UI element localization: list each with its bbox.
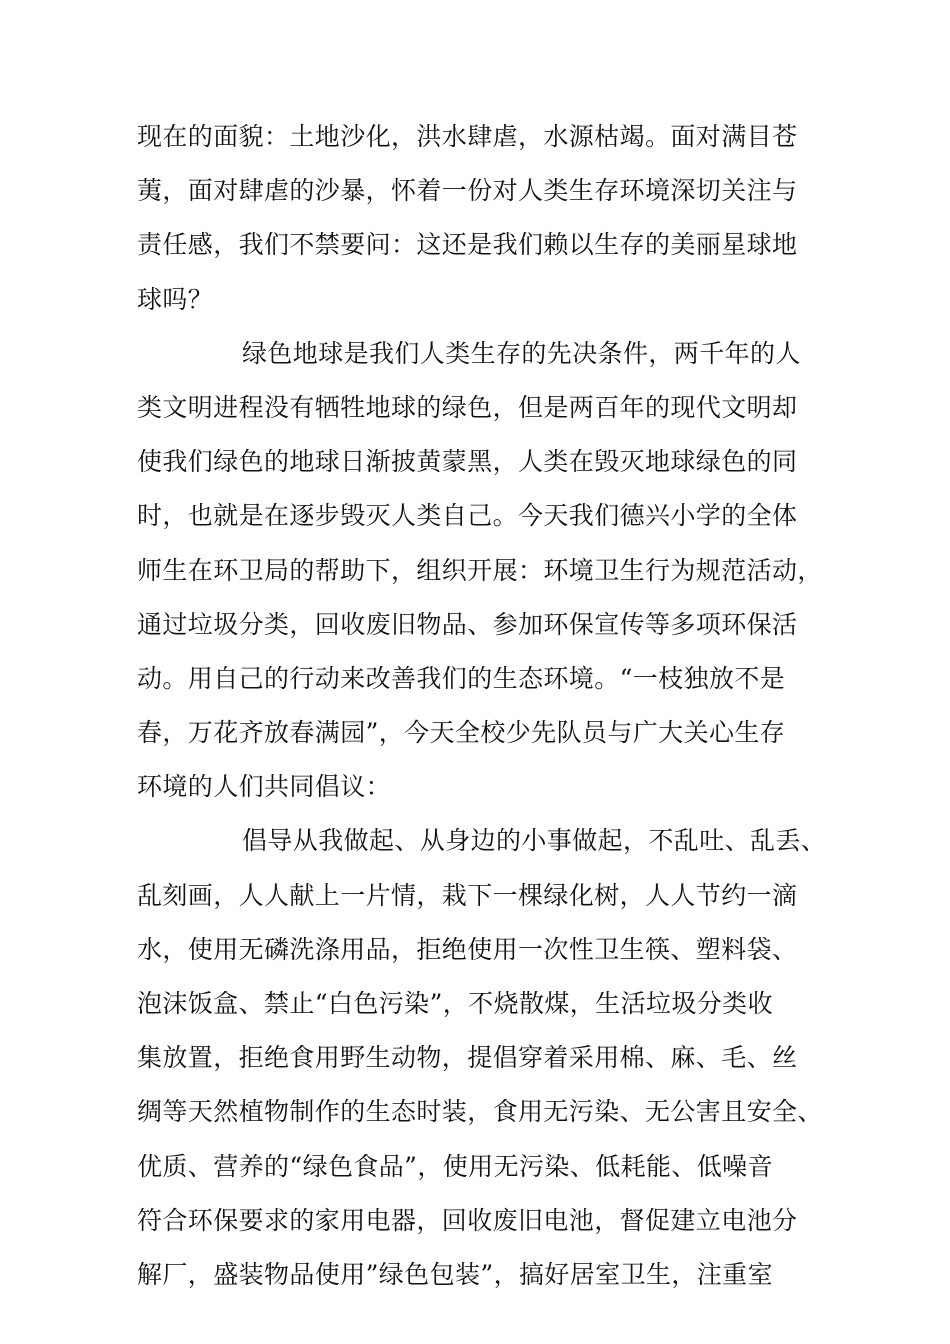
text-line: 符合环保要求的家用电器，回收废旧电池，督促建立电池分	[137, 1205, 798, 1235]
text-line: 绿色地球是我们人类生存的先决条件，两千年的人	[242, 338, 801, 368]
text-line: 环境的人们共同倡议：	[137, 772, 392, 802]
body-text	[137, 110, 827, 1302]
text-line: 通过垃圾分类，回收废旧物品、参加环保宣传等多项环保活	[137, 609, 798, 639]
text-line: 集放置，拒绝食用野生动物，提倡穿着采用棉、麻、毛、丝	[137, 1043, 798, 1073]
text-line: 现在的面貌：土地沙化，洪水肆虐，水源枯竭。面对满目苍	[137, 122, 798, 151]
text-line: 师生在环卫局的帮助下，组织开展：环境卫生行为规范活动，	[137, 555, 823, 585]
text-line: 时，也就是在逐步毁灭人类自己。今天我们德兴小学的全体	[137, 501, 798, 531]
text-line: 倡导从我做起、从身边的小事做起，不乱吐、乱丢、	[242, 826, 827, 856]
text-line: 乱刻画，人人献上一片情，栽下一棵绿化树，人人节约一滴	[137, 880, 798, 910]
text-line: 球吗？	[137, 284, 214, 314]
text-line: 解厂，盛装物品使用”绿色包装”，搞好居室卫生，注重室	[137, 1259, 773, 1289]
text-line: 春，万花齐放春满园”，今天全校少先队员与广大关心生存	[137, 718, 786, 748]
text-line: 泡沫饭盒、禁止“白色污染”，不烧散煤，生活垃圾分类收	[137, 989, 773, 1018]
text-line: 动。用自己的行动来改善我们的生态环境。“一枝独放不是	[137, 663, 786, 693]
text-line: 水，使用无磷洗涤用品，拒绝使用一次性卫生筷、塑料袋、	[137, 934, 798, 964]
text-line: 使我们绿色的地球日渐披黄蒙黑，人类在毁灭地球绿色的同	[137, 447, 798, 477]
text-line: 绸等天然植物制作的生态时装，食用无污染、无公害且安全、	[137, 1097, 823, 1127]
text-line: 责任感，我们不禁要问：这还是我们赖以生存的美丽星球地	[137, 230, 798, 260]
text-line: 荑，面对肆虐的沙暴，怀着一份对人类生存环境深切关注与	[137, 176, 798, 206]
text-line: 类文明进程没有牺牲地球的绿色，但是两百年的现代文明却	[137, 392, 798, 422]
text-line: 优质、营养的“绿色食品”，使用无污染、低耗能、低噪音	[137, 1151, 773, 1181]
